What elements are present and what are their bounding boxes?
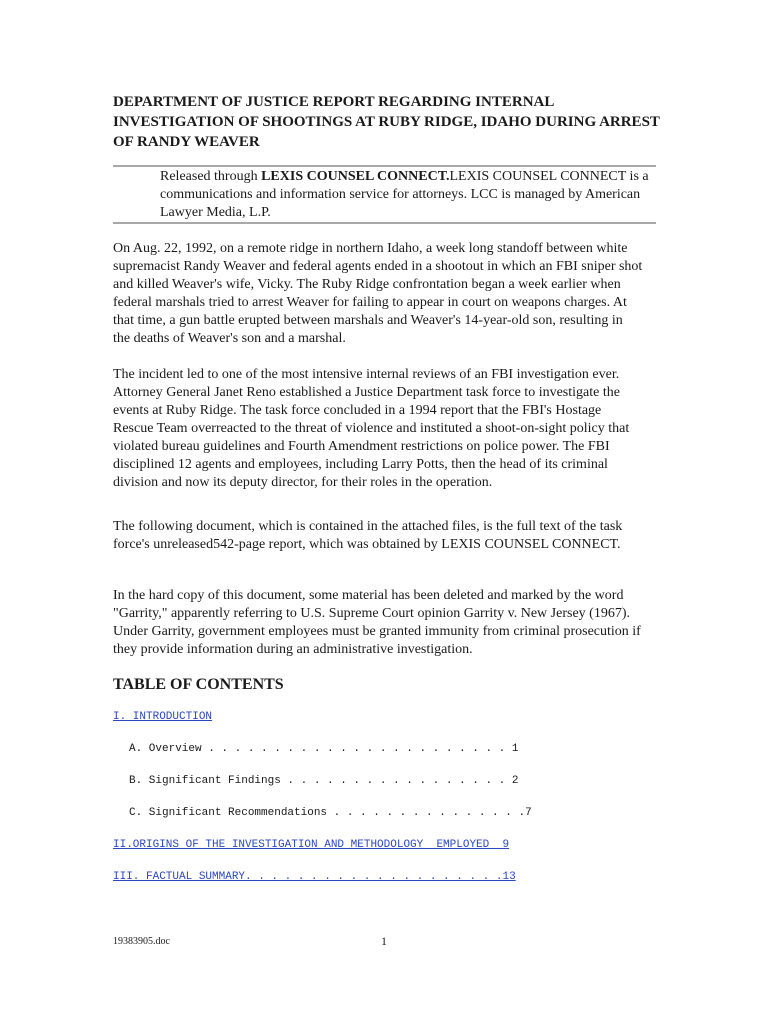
- paragraph-review: The incident led to one of the most intensive internal reviews of an FBI investigation ever. Attorney General Janet Reno established a Justice Department task force to investigate the events at Ruby Ridge. The task force concluded in a 1994 report that the FBI's Hostage Rescue Team overreacted to the threat of violence and instituted a shoot-on-sight policy that violated bureau guidelines and Fourth Amendment restrictions on police power. The FBI disciplined 12 agents and employees, including Larry Potts, then the head of its criminal division and now its deputy director, for their roles in the operation.: [113, 367, 630, 490]
- toc-link-factual-summary[interactable]: III. FACTUAL SUMMARY. . . . . . . . . . . . . . . . . . . .13: [113, 871, 516, 883]
- release-prefix: Released through: [160, 169, 262, 184]
- toc-link-introduction[interactable]: I. INTRODUCTION: [113, 711, 213, 723]
- footer-filename: 19383905.doc: [113, 936, 170, 947]
- toc-heading: TABLE OF CONTENTS: [113, 676, 284, 693]
- bottom-divider: [113, 222, 656, 224]
- release-note: [160, 168, 656, 222]
- toc-item-findings: B. Significant Findings . . . . . . . . . . . . . . . . . 2: [129, 775, 519, 787]
- release-description: LEXIS COUNSEL CONNECT is a communications and information service for attorneys. LCC is managed by American Lawyer Media, L.P.: [160, 169, 649, 220]
- toc-link-origins[interactable]: II.ORIGINS OF THE INVESTIGATION AND METHODOLOGY EMPLOYED 9: [113, 839, 510, 851]
- toc-item-recommendations: C. Significant Recommendations . . . . . . . . . . . . . . .7: [129, 807, 532, 819]
- paragraph-intro: On Aug. 22, 1992, on a remote ridge in northern Idaho, a week long standoff between white supremacist Randy Weaver and federal agents ended in a shootout in which an FBI sniper shot and killed Weaver's wife, Vicky. The Ruby Ridge confrontation began a week earlier when federal marshals tried to arrest Weaver for failing to appear in court on weapons charges. At that time, a gun battle erupted between marshals and Weaver's 14-year-old son, resulting in the deaths of Weaver's son and a marshal.: [113, 241, 643, 346]
- document-title: DEPARTMENT OF JUSTICE REPORT REGARDING INTERNAL INVESTIGATION OF SHOOTINGS AT RUBY RIDGE, IDAHO DURING ARREST OF RANDY WEAVER: [113, 94, 660, 150]
- release-source: LEXIS COUNSEL CONNECT.: [261, 169, 450, 184]
- toc-item-overview: A. Overview . . . . . . . . . . . . . . . . . . . . . . . 1: [129, 743, 519, 755]
- paragraph-garrity: In the hard copy of this document, some material has been deleted and marked by the word "Garrity," apparently referring to U.S. Supreme Court opinion Garrity v. New Jersey (1967). Under Garrity, government employees must be granted immunity from criminal prosecution if they provide information during an administrative investigation.: [113, 588, 641, 657]
- footer-page-number: 1: [381, 934, 387, 948]
- top-divider: [113, 165, 656, 167]
- paragraph-document: The following document, which is contained in the attached files, is the full text of the task force's unreleased542-page report, which was obtained by LEXIS COUNSEL CONNECT.: [113, 519, 623, 552]
